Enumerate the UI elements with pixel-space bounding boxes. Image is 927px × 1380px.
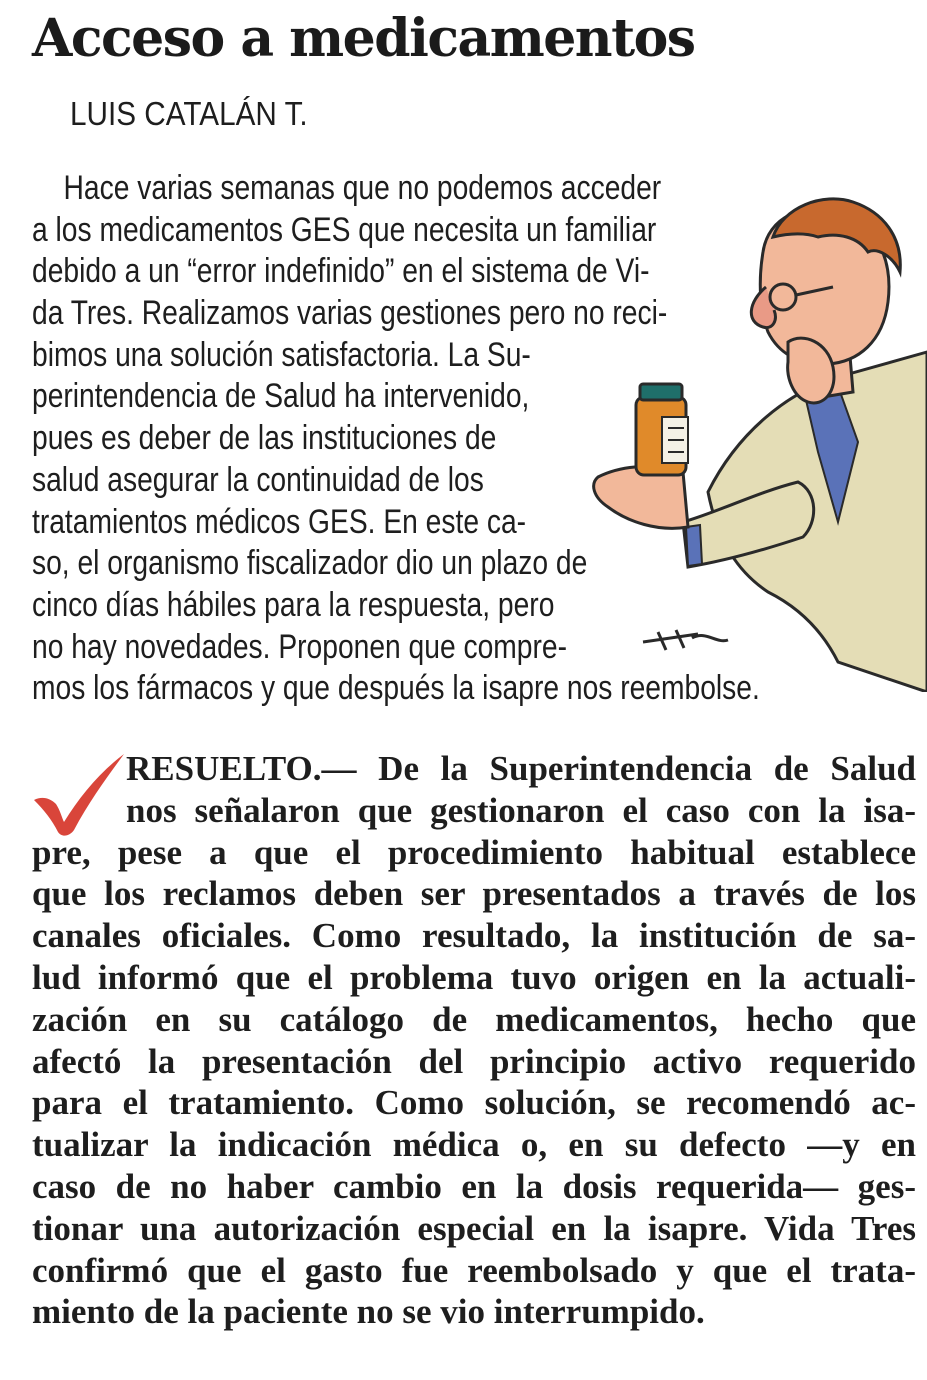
answer-line: afectó la presentación del principio activo requerido: [32, 1041, 916, 1081]
answer-line: RESUELTO.— De la Superintendencia de Salud: [126, 749, 916, 788]
letter-line: da Tres. Realizamos varias gestiones pero no reci-: [32, 294, 668, 333]
letter-line: so, el organismo fiscalizador dio un plazo de: [32, 544, 588, 583]
byline: LUIS CATALÁN T.: [70, 95, 308, 132]
letter-line: salud asegurar la continuidad de los: [32, 460, 484, 499]
answer-line: para el tratamiento. Como solución, se recomendó ac-: [32, 1083, 916, 1123]
answer-line: caso de no haber cambio en la dosis requerida— ges-: [32, 1166, 916, 1206]
answer-line: confirmó que el gasto fue reembolsado y que el trata-: [32, 1250, 916, 1290]
answer-line: nos señalaron que gestionaron el caso con la isa-: [126, 790, 916, 830]
letter-line: mos los fármacos y que después la isapre nos reembolse.: [32, 669, 760, 708]
reader-letter: [32, 168, 927, 710]
headline: Acceso a medicamentos: [32, 8, 695, 69]
letter-line: no hay novedades. Proponen que compre-: [32, 627, 567, 666]
letter-line: bimos una solución satisfactoria. La Su-: [32, 335, 531, 374]
letter-line: perintendencia de Salud ha intervenido,: [32, 377, 530, 416]
resolution-text: [32, 748, 927, 1333]
answer-line: lud informó que el problema tuvo origen en la actuali-: [32, 957, 916, 997]
answer-line: tionar una autorización especial en la isapre. Vida Tres: [32, 1208, 916, 1248]
answer-line: tualizar la indicación médica o, en su defecto —y en: [32, 1125, 916, 1165]
answer-line: canales oficiales. Como resultado, la institución de sa-: [32, 916, 916, 956]
letter-line: cinco días hábiles para la respuesta, pero: [32, 585, 555, 624]
letter-line: a los medicamentos GES que necesita un familiar: [32, 210, 657, 249]
answer-line: zación en su catálogo de medicamentos, hecho que: [32, 999, 916, 1039]
answer-line: que los reclamos deben ser presentados a través de los: [32, 874, 916, 914]
letter-line: Hace varias semanas que no podemos acceder: [63, 169, 662, 207]
letter-line: tratamientos médicos GES. En este ca-: [32, 502, 527, 541]
answer-line: pre, pese a que el procedimiento habitual establece: [32, 832, 916, 872]
letter-line: debido a un “error indefinido” en el sistema de Vi-: [32, 252, 650, 291]
letter-line: pues es deber de las instituciones de: [32, 419, 497, 458]
answer-line: miento de la paciente no se vio interrumpido.: [32, 1292, 705, 1332]
